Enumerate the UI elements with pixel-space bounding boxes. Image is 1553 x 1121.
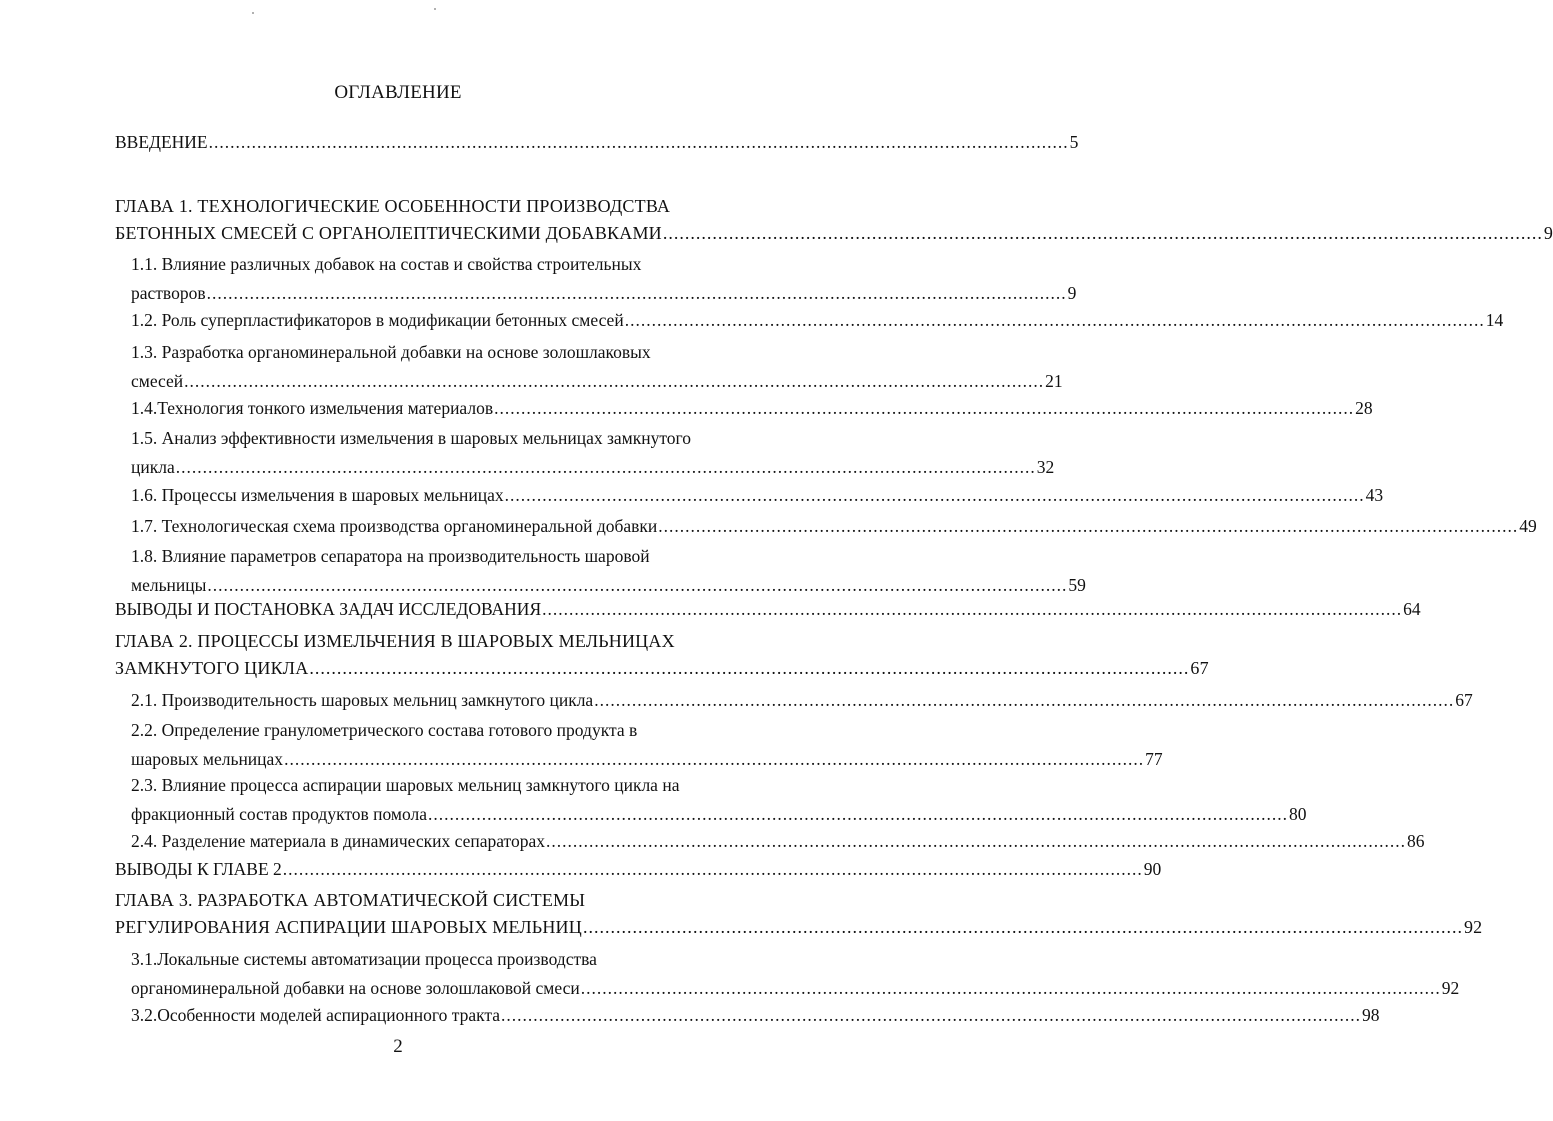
toc-entry-text: смесей (131, 371, 184, 391)
dot-leader: ................................................................................................................................................................ (282, 859, 1143, 879)
toc-entry-page: 92 (1441, 978, 1460, 998)
toc-entry-last-line (131, 800, 1307, 829)
toc-entry-text: шаровых мельницах (131, 749, 284, 769)
toc-entry-last-line (131, 686, 1473, 715)
toc-entry-text: 1.8. Влияние параметров сепаратора на производительность шаровой (131, 546, 650, 566)
toc-entry-line (131, 771, 736, 800)
toc-entry[interactable] (131, 512, 1537, 541)
dot-leader: ................................................................................................................................................................ (594, 690, 1455, 710)
toc-entry-last-line (131, 453, 1055, 482)
toc-entry[interactable] (131, 250, 1077, 308)
toc-entry-last-line (131, 279, 1077, 308)
toc-entry-text: растворов (131, 283, 206, 303)
toc-entry-line (131, 250, 736, 279)
toc-entry-line (115, 887, 736, 914)
scan-speck (252, 12, 254, 14)
toc-entry-page: 77 (1145, 749, 1163, 769)
toc-entry-text: цикла (131, 457, 175, 477)
toc-entry-line (115, 193, 736, 220)
toc-entry-last-line (131, 1001, 1380, 1030)
dot-leader: ................................................................................................................................................................ (208, 132, 1069, 152)
toc-entry-text: фракционный состав продуктов помола (131, 804, 428, 824)
toc-entry-text: 2.2. Определение гранулометрического состава готового продукта в (131, 720, 638, 740)
toc-entry-text: 1.6. Процессы измельчения в шаровых мельницах (131, 485, 504, 505)
toc-entry-page: 59 (1068, 575, 1086, 595)
scan-speck (434, 8, 436, 10)
dot-leader: ................................................................................................................................................................ (504, 485, 1365, 505)
toc-entry[interactable] (131, 771, 1307, 829)
toc-entry[interactable] (115, 857, 1162, 881)
toc-entry-page: 49 (1519, 516, 1537, 536)
dot-leader: ................................................................................................................................................................ (582, 917, 1463, 937)
toc-entry-text: органоминеральной добавки на основе золошлаковой смеси (131, 978, 580, 998)
toc-entry-last-line (115, 130, 1079, 154)
toc-entry-line (131, 542, 736, 571)
toc-entry[interactable] (131, 338, 1063, 396)
toc-entry-text: 2.3. Влияние процесса аспирации шаровых мельниц замкнутого цикла на (131, 775, 680, 795)
dot-leader: ................................................................................................................................................................ (309, 658, 1190, 678)
dot-leader: ................................................................................................................................................................ (428, 804, 1289, 824)
toc-entry-text: РЕГУЛИРОВАНИЯ АСПИРАЦИИ ШАРОВЫХ МЕЛЬНИЦ (115, 917, 582, 937)
toc-entry-page: 32 (1036, 457, 1055, 477)
toc-entry-last-line (131, 512, 1537, 541)
toc-entry-line (131, 424, 736, 453)
toc-entry-text: ВЫВОДЫ К ГЛАВЕ 2 (115, 859, 282, 879)
toc-entry-page: 90 (1143, 859, 1162, 879)
toc-entry-text: БЕТОННЫХ СМЕСЕЙ С ОРГАНОЛЕПТИЧЕСКИМИ ДОБАВКАМИ (115, 223, 662, 243)
dot-leader: ................................................................................................................................................................ (494, 398, 1355, 418)
toc-entry-text: 3.1.Локальные системы автоматизации процесса производства (131, 949, 597, 969)
toc-entry[interactable] (131, 424, 1055, 482)
toc-entry-line (131, 945, 736, 974)
toc-entry-text: 1.5. Анализ эффективности измельчения в шаровых мельницах замкнутого (131, 428, 692, 448)
toc-entry[interactable] (131, 716, 1163, 774)
toc-entry[interactable] (115, 193, 1553, 247)
dot-leader: ................................................................................................................................................................ (206, 283, 1067, 303)
toc-entry[interactable] (131, 686, 1473, 715)
toc-entry-text: ЗАМКНУТОГО ЦИКЛА (115, 658, 309, 678)
toc-entry-line (131, 338, 736, 367)
toc-entry[interactable] (131, 394, 1373, 423)
toc-entry-page: 67 (1190, 658, 1209, 678)
dot-leader: ................................................................................................................................................................ (207, 575, 1068, 595)
toc-entry-text: 1.2. Роль суперпластификаторов в модификации бетонных смесей (131, 310, 624, 330)
toc-entry-text: ГЛАВА 1. ТЕХНОЛОГИЧЕСКИЕ ОСОБЕННОСТИ ПРОИЗВОДСТВА (115, 196, 671, 216)
toc-entry-last-line (115, 857, 1162, 881)
toc-entry-page: 9 (1067, 283, 1077, 303)
toc-entry-page: 64 (1403, 599, 1421, 619)
page-title: ОГЛАВЛЕНИЕ (334, 82, 462, 103)
toc-entry-page: 28 (1355, 398, 1373, 418)
page-number: 2 (393, 1036, 403, 1057)
toc-entry-text: 3.2.Особенности моделей аспирационного тракта (131, 1005, 501, 1025)
toc-entry[interactable] (131, 542, 1086, 600)
toc-entry-last-line (131, 745, 1163, 774)
toc-entry[interactable] (131, 1001, 1380, 1030)
dot-leader: ................................................................................................................................................................ (184, 371, 1045, 391)
toc-entry-last-line (115, 914, 1483, 941)
toc-entry[interactable] (115, 130, 1079, 154)
dot-leader: ................................................................................................................................................................ (175, 457, 1036, 477)
toc-entry-last-line (131, 827, 1425, 856)
toc-entry-text: ВВЕДЕНИЕ (115, 132, 208, 152)
toc-entry-text: ВЫВОДЫ И ПОСТАНОВКА ЗАДАЧ ИССЛЕДОВАНИЯ (115, 599, 542, 619)
dot-leader: ................................................................................................................................................................ (580, 978, 1441, 998)
toc-entry[interactable] (131, 481, 1384, 510)
toc-entry-page: 21 (1045, 371, 1063, 391)
dot-leader: ................................................................................................................................................................ (501, 1005, 1362, 1025)
toc-entry-text: 2.4. Разделение материала в динамических сепараторах (131, 831, 545, 851)
toc-entry-page: 86 (1406, 831, 1425, 851)
toc-entry-text: мельницы (131, 575, 207, 595)
toc-entry[interactable] (131, 945, 1460, 1003)
dot-leader: ................................................................................................................................................................ (284, 749, 1145, 769)
toc-entry[interactable] (131, 306, 1504, 335)
toc-entry-last-line (131, 481, 1384, 510)
toc-entry-text: 1.1. Влияние различных добавок на состав и свойства строительных (131, 254, 642, 274)
toc-entry-page: 98 (1362, 1005, 1380, 1025)
toc-entry-text: 1.4.Технология тонкого измельчения материалов (131, 398, 494, 418)
toc-entry-page: 5 (1069, 132, 1079, 152)
toc-entry[interactable] (115, 628, 1209, 682)
toc-entry-page: 92 (1463, 917, 1483, 937)
toc-entry-last-line (131, 394, 1373, 423)
dot-leader: ................................................................................................................................................................ (542, 599, 1403, 619)
toc-entry-text: 1.3. Разработка органоминеральной добавки на основе золошлаковых (131, 342, 651, 362)
toc-entry-line (115, 628, 736, 655)
toc-entry-page: 43 (1365, 485, 1384, 505)
toc-entry-last-line (115, 220, 1553, 247)
toc-entry-text: ГЛАВА 2. ПРОЦЕССЫ ИЗМЕЛЬЧЕНИЯ В ШАРОВЫХ МЕЛЬНИЦАХ (115, 631, 675, 651)
toc-entry-text: 1.7. Технологическая схема производства органоминеральной добавки (131, 516, 658, 536)
dot-leader: ................................................................................................................................................................ (624, 310, 1485, 330)
dot-leader: ................................................................................................................................................................ (545, 831, 1406, 851)
toc-entry-page: 9 (1543, 223, 1553, 243)
toc-entry-page: 67 (1455, 690, 1473, 710)
toc-entry-text: ГЛАВА 3. РАЗРАБОТКА АВТОМАТИЧЕСКОЙ СИСТЕМЫ (115, 890, 586, 910)
toc-entry-last-line (131, 974, 1460, 1003)
toc-entry-page: 80 (1289, 804, 1307, 824)
toc-entry-last-line (131, 306, 1504, 335)
toc-entry[interactable] (115, 887, 1483, 941)
toc-entry-last-line (115, 597, 1421, 621)
toc-entry-last-line (115, 655, 1209, 682)
toc-entry-last-line (131, 367, 1063, 396)
toc-entry-text: 2.1. Производительность шаровых мельниц замкнутого цикла (131, 690, 594, 710)
dot-leader: ................................................................................................................................................................ (662, 223, 1543, 243)
toc-entry-line (131, 716, 736, 745)
toc-entry-page: 14 (1485, 310, 1504, 330)
dot-leader: ................................................................................................................................................................ (658, 516, 1519, 536)
toc-entry[interactable] (131, 827, 1425, 856)
toc-entry[interactable] (115, 597, 1421, 621)
toc-entry-last-line (131, 571, 1086, 600)
